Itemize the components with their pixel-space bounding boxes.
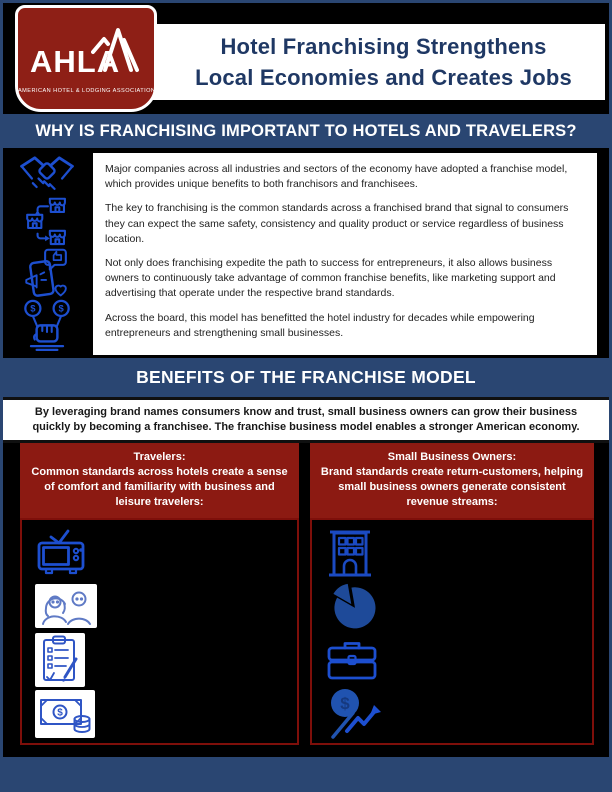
logo-acronym: AHLA — [30, 44, 121, 79]
ahla-logo — [15, 5, 157, 112]
icon-slot — [35, 633, 297, 687]
travelers-title: Travelers: — [133, 451, 186, 463]
handshake-icon — [18, 154, 76, 195]
section-heading-benefits: BENEFITS OF THE FRANCHISE MODEL — [0, 358, 612, 397]
small-business-header — [310, 443, 594, 518]
icon-tile — [35, 690, 95, 738]
travelers-header — [20, 443, 299, 518]
icon-slot — [325, 633, 592, 687]
market-share-pie-icon — [325, 578, 385, 634]
icon-slot — [35, 687, 297, 741]
tv-icon — [35, 528, 87, 576]
header-title-box — [100, 24, 605, 100]
why-paragraph-4: Across the board, this model has benefitted the hotel industry for decades while empowering entrepreneurs and strengthening small businesses. — [105, 311, 535, 339]
why-icon-column — [2, 150, 92, 356]
travelers-description: Common standards across hotels create a sense of comfort and familiarity with business and leisure travelers: — [31, 466, 288, 508]
travelers-icon-box — [20, 518, 299, 745]
svg-text:$: $ — [30, 302, 36, 314]
marketing-phone-icon — [23, 246, 71, 299]
travelers-couple-icon — [38, 586, 94, 626]
why-paragraph-3: Not only does franchising expedite the path to success for entrepreneurs, it also allows business owners to continuously take advantage of common franchise benefits, like marketing support and advertising that operate under the respective brand standards. — [105, 257, 556, 300]
icon-tile — [35, 633, 85, 687]
investment-hand-icon — [22, 299, 72, 352]
svg-text:$: $ — [58, 302, 64, 314]
page-title-line1: Hotel Franchising Strengthens — [220, 34, 547, 59]
briefcase-icon — [325, 639, 379, 681]
small-business-icon-box — [310, 518, 594, 745]
franchise-stores-icon — [24, 195, 70, 246]
revenue-growth-icon — [325, 686, 383, 742]
small-business-column — [310, 443, 594, 745]
small-business-description: Brand standards create return-customers, helping small business owners generate consistent revenue streams: — [320, 466, 584, 508]
small-business-title: Small Business Owners: — [387, 451, 517, 463]
icon-slot — [325, 579, 592, 633]
hotel-building-icon — [325, 525, 375, 579]
icon-slot — [35, 525, 297, 579]
icon-tile — [35, 584, 97, 628]
footer-band — [0, 757, 612, 792]
page-title-line2: Local Economies and Creates Jobs — [195, 65, 572, 90]
svg-text:$: $ — [340, 694, 350, 713]
logo-tagline: AMERICAN HOTEL & LODGING ASSOCIATION — [18, 88, 156, 94]
icon-slot — [325, 525, 592, 579]
section-heading-why: WHY IS FRANCHISING IMPORTANT TO HOTELS AND TRAVELERS? — [0, 114, 612, 148]
icon-slot — [325, 687, 592, 741]
checklist-icon — [38, 635, 82, 685]
icon-slot — [35, 579, 297, 633]
why-paragraph-2: The key to franchising is the common standards across a franchised brand that signal to consumers they can expect the same safety, consistency and quality product or service regardless of business location. — [105, 202, 569, 245]
svg-text:$: $ — [57, 707, 63, 719]
travelers-column — [20, 443, 299, 745]
why-paragraph-1: Major companies across all industries and sectors of the economy have adopted a franchise model, which provides unique benefits to both franchisors and franchisees. — [105, 163, 568, 191]
why-text-panel — [93, 153, 597, 355]
benefits-intro-text: By leveraging brand names consumers know and trust, small business owners can grow their business quickly by becoming a franchisee. The franchise business model enables a stronger American economy. — [32, 406, 580, 433]
benefits-intro-strip — [3, 397, 609, 443]
page-title — [162, 31, 605, 93]
cash-savings-icon — [38, 692, 92, 736]
